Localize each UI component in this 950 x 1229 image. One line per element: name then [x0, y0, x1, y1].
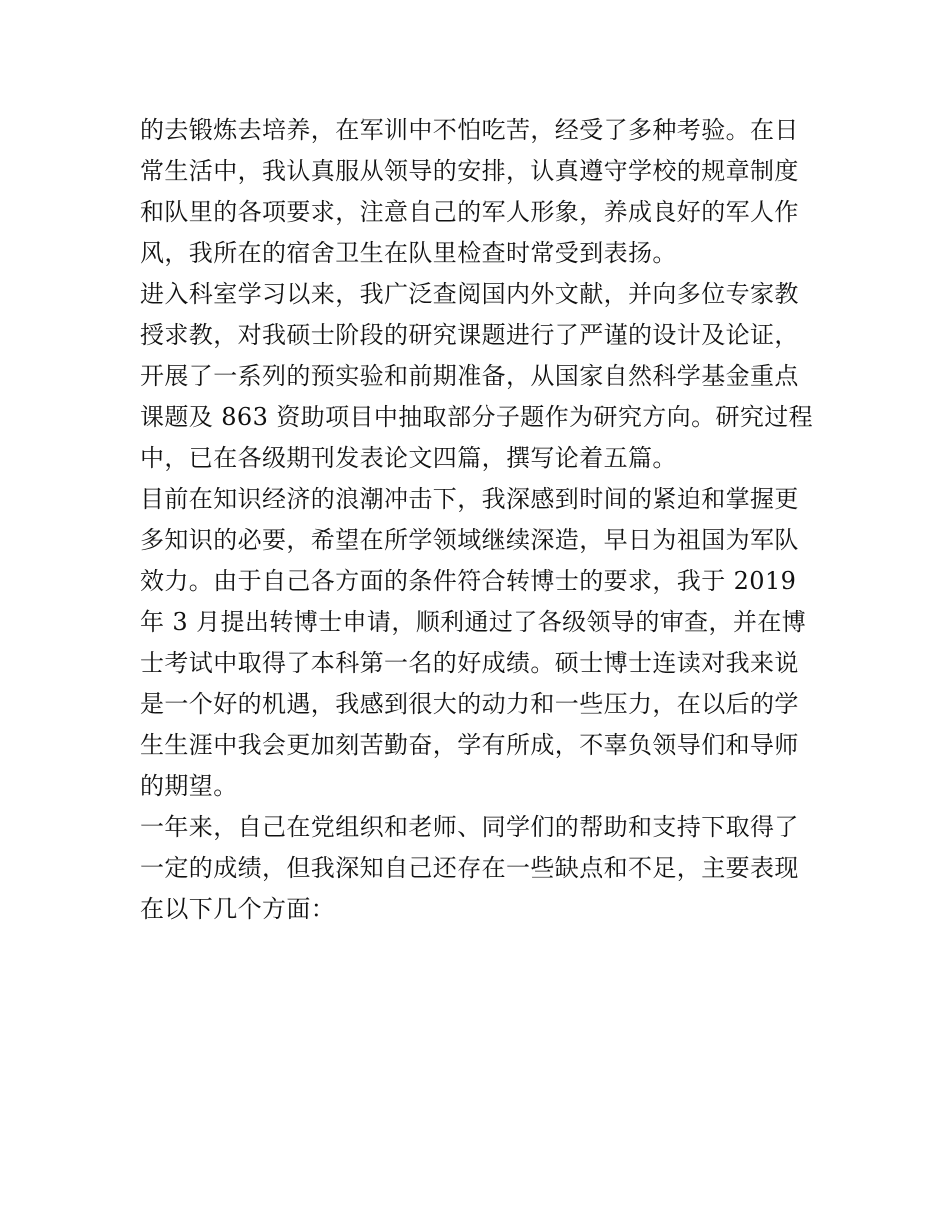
- text-line: 和队里的各项要求，注意自己的军人形象，养成良好的军人作: [140, 198, 799, 226]
- text-line: 在以下几个方面：: [140, 895, 336, 923]
- text-line: 风，我所在的宿舍卫生在队里检查时常受到表扬。: [140, 239, 677, 267]
- text-line: 士考试中取得了本科第一名的好成绩。硕士博士连读对我来说: [140, 649, 799, 677]
- text-line: 目前在知识经济的浪潮冲击下，我深感到时间的紧迫和掌握更: [140, 485, 799, 513]
- text-line: 是一个好的机遇，我感到很大的动力和一些压力，在以后的学: [140, 690, 799, 718]
- text-line: 一年来，自己在党组织和老师、同学们的帮助和支持下取得了: [140, 813, 799, 841]
- text-line: 一定的成绩，但我深知自己还存在一些缺点和不足，主要表现: [140, 854, 799, 882]
- text-line: 授求教，对我硕士阶段的研究课题进行了严谨的设计及论证，: [140, 321, 799, 349]
- text-line: 课题及 863 资助项目中抽取部分子题作为研究方向。研究过程: [140, 403, 814, 431]
- document-body: [140, 110, 820, 930]
- text-line: 的去锻炼去培养，在军训中不怕吃苦，经受了多种考验。在日: [140, 116, 799, 144]
- text-line: 常生活中，我认真服从领导的安排，认真遵守学校的规章制度: [140, 157, 799, 185]
- text-line: 的期望。: [140, 772, 238, 800]
- text-line: 中，已在各级期刊发表论文四篇，撰写论着五篇。: [140, 444, 677, 472]
- text-line: 开展了一系列的预实验和前期准备，从国家自然科学基金重点: [140, 362, 799, 390]
- text-line: 效力。由于自己各方面的条件符合转博士的要求，我于 2019: [140, 567, 797, 595]
- text-line: 多知识的必要，希望在所学领域继续深造，早日为祖国为军队: [140, 526, 799, 554]
- text-line: 生生涯中我会更加刻苦勤奋，学有所成，不辜负领导们和导师: [140, 731, 799, 759]
- text-line: 进入科室学习以来，我广泛查阅国内外文献，并向多位专家教: [140, 280, 799, 308]
- text-line: 年 3 月提出转博士申请，顺利通过了各级领导的审查，并在博: [140, 608, 807, 636]
